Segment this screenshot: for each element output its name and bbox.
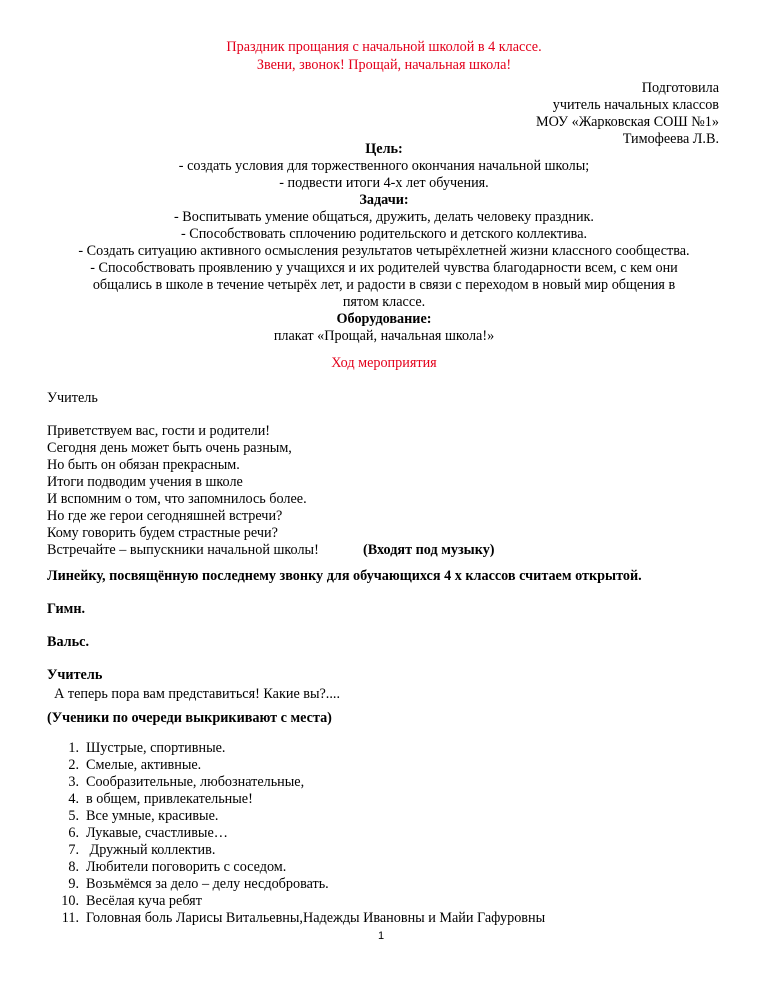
list-item: Сообразительные, любознательные,: [86, 774, 305, 790]
teacher-line: А теперь пора вам представиться! Какие вы?....: [47, 686, 340, 702]
poem-line-1: Приветствуем вас, гости и родители!: [47, 423, 271, 439]
goal-item-1: - создать условия для торжественного окончания начальной школы;: [178, 158, 590, 174]
goal-heading: Цель:: [365, 141, 403, 157]
title-line-1: Праздник прощания с начальной школой в 4 классе.: [226, 39, 542, 55]
list-item: Дружный коллектив.: [86, 842, 216, 858]
poem-line-3: Но быть он обязан прекрасным.: [47, 457, 240, 473]
list-item: Шустрые, спортивные.: [86, 740, 226, 756]
list-number: 2.: [68, 757, 79, 773]
author-school: МОУ «Жарковская СОШ №1»: [535, 114, 719, 130]
list-item: Весёлая куча ребят: [86, 893, 202, 909]
speaker-teacher-1: Учитель: [47, 390, 98, 406]
author-name: Тимофеева Л.В.: [622, 131, 719, 147]
equipment-text: плакат «Прощай, начальная школа!»: [273, 328, 495, 344]
poem-line-5: И вспомним о том, что запомнилось более.: [47, 491, 307, 507]
list-item: Лукавые, счастливые…: [86, 825, 228, 841]
tasks-heading: Задачи:: [359, 192, 409, 208]
goal-item-2: - подвести итоги 4-х лет обучения.: [279, 175, 489, 191]
list-item: Все умные, красивые.: [86, 808, 219, 824]
list-number: 7.: [68, 842, 79, 858]
anthem: Гимн.: [47, 601, 86, 617]
list-item: Головная боль Ларисы Витальевны,Надежды Ивановны и Майи Гафуровны: [86, 910, 546, 926]
list-number: 1.: [68, 740, 79, 756]
list-item: в общем, привлекательные!: [86, 791, 253, 807]
task-item-2: - Способствовать сплочению родительского и детского коллектива.: [180, 226, 588, 242]
poem-line-7: Кому говорить будем страстные речи?: [47, 525, 278, 541]
list-number: 10.: [61, 893, 79, 909]
list-number: 3.: [68, 774, 79, 790]
equipment-heading: Оборудование:: [336, 311, 432, 327]
list-number: 5.: [68, 808, 79, 824]
poem-line-2: Сегодня день может быть очень разным,: [47, 440, 292, 456]
task-item-3: - Создать ситуацию активного осмысления результатов четырёхлетней жизни классного сообщества.: [78, 243, 690, 259]
list-item: Смелые, активные.: [86, 757, 202, 773]
poem-line-4: Итоги подводим учения в школе: [47, 474, 243, 490]
author-position: учитель начальных классов: [552, 97, 719, 113]
list-item: Любители поговорить с соседом.: [86, 859, 287, 875]
list-item: Возьмёмся за дело – делу несдобровать.: [86, 876, 329, 892]
list-number: 11.: [61, 910, 79, 926]
task-item-4-line-3: пятом классе.: [342, 294, 426, 310]
list-number: 9.: [68, 876, 79, 892]
author-prepared: Подготовила: [641, 80, 719, 96]
list-number: 6.: [68, 825, 79, 841]
task-item-1: - Воспитывать умение общаться, дружить, делать человеку праздник.: [174, 209, 594, 225]
task-item-4-line-2: общались в школе в течение четырёх лет, и радости в связи с переходом в новый мир общения в: [92, 277, 676, 293]
stage-direction-students: (Ученики по очереди выкрикивают с места): [47, 710, 332, 726]
poem-line-6: Но где же герои сегодняшней встречи?: [47, 508, 283, 524]
waltz: Вальс.: [47, 634, 89, 650]
list-number: 8.: [68, 859, 79, 875]
title-line-2: Звени, звонок! Прощай, начальная школа!: [256, 57, 512, 73]
speaker-teacher-2: Учитель: [47, 667, 103, 683]
event-heading: Ход мероприятия: [331, 355, 437, 371]
task-item-4-line-1: - Способствовать проявлению у учащихся и их родителей чувства благодарности всем, с кем они: [90, 260, 678, 276]
stage-direction-enter: (Входят под музыку): [363, 542, 495, 558]
announcement: Линейку, посвящённую последнему звонку для обучающихся 4 х классов считаем открытой.: [47, 568, 642, 584]
poem-line-8: Встречайте – выпускники начальной школы!: [47, 542, 319, 558]
list-number: 4.: [68, 791, 79, 807]
page-number: 1: [378, 930, 385, 942]
